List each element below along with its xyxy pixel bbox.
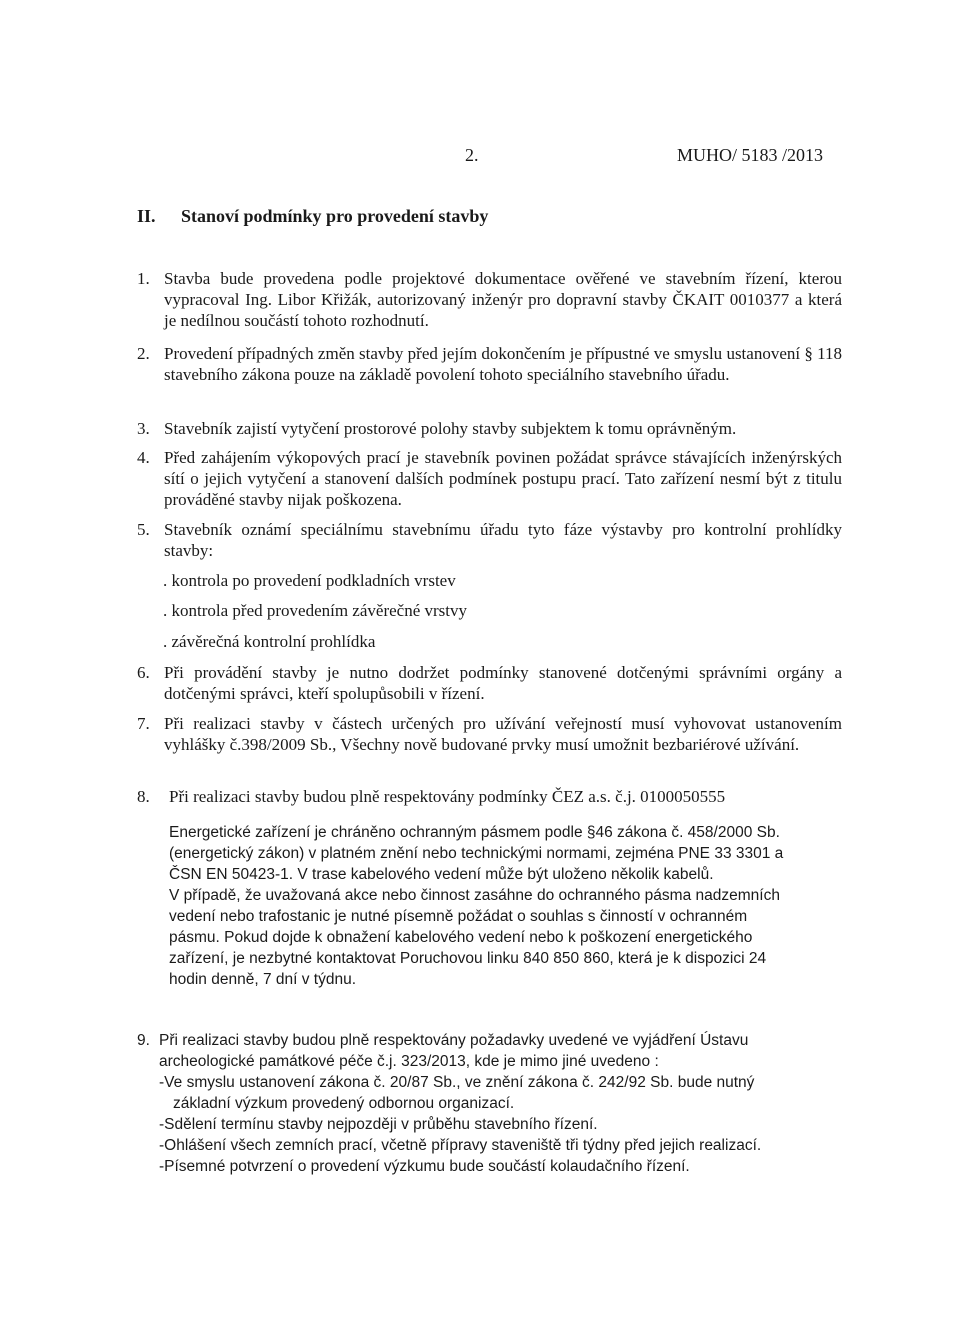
condition-item-4 xyxy=(137,447,842,510)
cez-line: vedení nebo trafostanic je nutné písemně požádat o souhlas s činností v ochranném xyxy=(169,908,748,925)
condition-item-3 xyxy=(137,418,842,439)
item-9-line: Při realizaci stavby budou plně respektovány požadavky uvedené ve vyjádření Ústavu xyxy=(159,1032,749,1049)
item-number: 8. xyxy=(137,787,150,806)
item-number: 2. xyxy=(137,344,150,363)
section-heading xyxy=(137,206,488,227)
condition-item-5 xyxy=(137,519,842,561)
cez-line: pásmu. Pokud dojde k obnažení kabelového vedení nebo k poškození energetického xyxy=(169,929,753,946)
cez-conditions-block xyxy=(169,822,849,990)
item-text: Stavebník oznámí speciálnímu stavebnímu úřadu tyto fáze výstavby pro kontrolní prohlídky stavby: xyxy=(164,520,842,560)
item-9-line: archeologické památkové péče č.j. 323/2013, kde je mimo jiné uvedeno : xyxy=(159,1053,659,1070)
cez-line: hodin denně, 7 dní v týdnu. xyxy=(169,971,357,988)
item-number: 6. xyxy=(137,663,150,682)
item-number: 3. xyxy=(137,419,150,438)
cez-line: V případě, že uvažovaná akce nebo činnost zasáhne do ochranného pásma nadzemních xyxy=(169,887,780,904)
condition-item-2 xyxy=(137,343,842,385)
item-9-line: základní výzkum provedený odbornou organizací. xyxy=(173,1095,515,1112)
phase-item: . kontrola po provedení podkladních vrstev xyxy=(163,571,456,590)
item-number: 7. xyxy=(137,714,150,733)
item-9-line: -Ve smyslu ustanovení zákona č. 20/87 Sb., ve znění zákona č. 242/92 Sb. bude nutný xyxy=(159,1074,755,1091)
document-reference: MUHO/ 5183 /2013 xyxy=(677,145,824,165)
item-text: Při realizaci stavby budou plně respektovány podmínky ČEZ a.s. č.j. 0100050555 xyxy=(169,787,726,806)
page-header xyxy=(465,145,845,167)
cez-line: ČSN EN 50423-1. V trase kabelového vedení může být uloženo několik kabelů. xyxy=(169,866,714,883)
condition-item-6 xyxy=(137,662,842,704)
section-title: Stanoví podmínky pro provedení stavby xyxy=(181,206,489,226)
item-9-line: -Ohlášení všech zemních prací, včetně přípravy staveniště tři týdny před jejich realizací. xyxy=(159,1137,762,1154)
page-number: 2. xyxy=(465,145,479,165)
item-9-line: -Sdělení termínu stavby nejpozději v průběhu stavebního řízení. xyxy=(159,1116,598,1133)
item-text: Stavebník zajistí vytyčení prostorové polohy stavby subjektem k tomu oprávněným. xyxy=(164,419,737,438)
item-text: Stavba bude provedena podle projektové dokumentace ověřené ve stavebním řízení, kterou vypracoval Ing. Libor Křižák, autorizovaný inženýr pro dopravní stavby ČKAIT 0010377 a která je nedílnou součástí tohoto rozhodnutí. xyxy=(164,269,842,330)
item-number: 4. xyxy=(137,448,150,467)
section-roman-numeral: II. xyxy=(137,206,156,226)
cez-line: Energetické zařízení je chráněno ochranným pásmem podle §46 zákona č. 458/2000 Sb. xyxy=(169,824,780,841)
phase-item: . kontrola před provedením závěrečné vrstvy xyxy=(163,601,467,620)
condition-item-1 xyxy=(137,268,842,331)
item-text: Před zahájením výkopových prací je stavebník povinen požádat správce stávajících inženýrských sítí o jejich vytyčení a stanovení dalších podmínek postupu prací. Tato zařízení nesmí být z titulu prováděné stavby nijak poškozena. xyxy=(164,448,842,509)
cez-line: (energetický zákon) v platném znění nebo technickými normami, zejména PNE 33 3301 a xyxy=(169,845,784,862)
condition-item-9 xyxy=(137,1030,857,1177)
item-number: 1. xyxy=(137,269,150,288)
item-text: Při provádění stavby je nutno dodržet podmínky stanovené dotčenými správními orgány a dotčenými správci, kteří spolupůsobili v řízení. xyxy=(164,663,842,703)
phase-item: . závěrečná kontrolní prohlídka xyxy=(163,632,376,651)
item-9-line: -Písemné potvrzení o provedení výzkumu bude součástí kolaudačního řízení. xyxy=(159,1158,690,1175)
item-number: 9. xyxy=(137,1032,150,1049)
condition-item-8 xyxy=(137,786,842,807)
item-text: Provedení případných změn stavby před jejím dokončením je přípustné ve smyslu ustanovení § 118 stavebního zákona pouze na základě povolení tohoto speciálního stavebního úřadu. xyxy=(164,344,842,384)
cez-line: zařízení, je nezbytné kontaktovat Poruchovou linku 840 850 860, která je k dispozici 24 xyxy=(169,950,767,967)
item-number: 5. xyxy=(137,520,150,539)
item-text: Při realizaci stavby v částech určených pro užívání veřejností musí vyhovovat ustanovením vyhlášky č.398/2009 Sb., Všechny nově budované prvky musí umožnit bezbariérové užívání. xyxy=(164,714,842,754)
condition-item-7 xyxy=(137,713,842,755)
item-9-lines xyxy=(159,1030,857,1177)
